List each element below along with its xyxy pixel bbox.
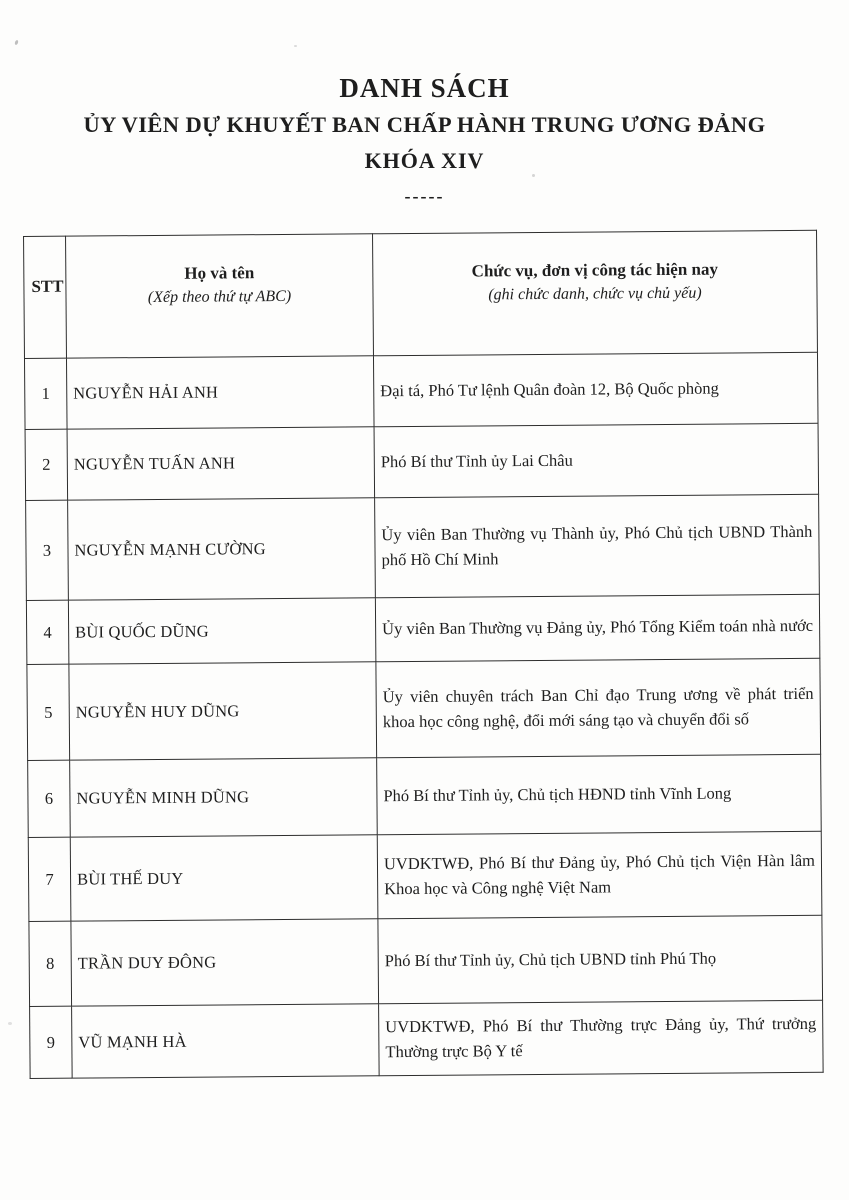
member-name: NGUYỄN HUY DŨNG [69, 662, 377, 760]
table-row [29, 915, 823, 1006]
member-name: TRẦN DUY ĐÔNG [71, 919, 379, 1006]
member-position: Ủy viên chuyên trách Ban Chỉ đạo Trung ương về phát triển khoa học công nghệ, đổi mới sáng tạo và chuyển đổi số [376, 658, 821, 757]
table-row [25, 423, 819, 500]
row-number: 2 [25, 429, 68, 500]
row-number: 7 [28, 837, 71, 921]
column-header-name-note: (Xếp theo thứ tự ABC) [147, 287, 292, 307]
member-name: NGUYỄN MINH DŨNG [70, 758, 378, 837]
column-header-position-label: Chức vụ, đơn vị công tác hiện nay [471, 259, 719, 281]
scan-speck [294, 45, 297, 47]
scan-speck [8, 1022, 12, 1025]
table-row [28, 831, 822, 921]
member-position: Phó Bí thư Tỉnh ủy, Chủ tịch UBND tỉnh Phú Thọ [378, 915, 823, 1003]
member-position: Phó Bí thư Tỉnh ủy, Chủ tịch HĐND tỉnh Vĩnh Long [377, 754, 822, 834]
row-number: 3 [26, 500, 69, 600]
table-row [26, 594, 819, 664]
row-number: 8 [29, 921, 72, 1006]
member-position: UVDKTWĐ, Phó Bí thư Đảng ủy, Phó Chủ tịch Viện Hàn lâm Khoa học và Công nghệ Việt Nam [377, 831, 822, 918]
row-number: 1 [24, 358, 67, 429]
member-position: Phó Bí thư Tỉnh ủy Lai Châu [374, 423, 819, 497]
member-position: Ủy viên Ban Thường vụ Thành ủy, Phó Chủ tịch UBND Thành phố Hồ Chí Minh [375, 494, 820, 597]
member-position: Đại tá, Phó Tư lệnh Quân đoàn 12, Bộ Quốc phòng [373, 352, 818, 426]
table-row [28, 754, 822, 837]
member-name: BÙI THẾ DUY [70, 835, 378, 921]
table-body [24, 352, 823, 1078]
member-position: Ủy viên Ban Thường vụ Đảng ủy, Phó Tổng Kiểm toán nhà nước [375, 594, 819, 661]
document-subtitle: ỦY VIÊN DỰ KHUYẾT BAN CHẤP HÀNH TRUNG ƯƠNG ĐẢNG [83, 112, 766, 137]
table-row [26, 494, 820, 600]
members-table [23, 230, 824, 1079]
member-name: BÙI QUỐC DŨNG [68, 598, 375, 664]
document-title: DANH SÁCH [339, 73, 510, 103]
row-number: 9 [30, 1006, 73, 1078]
member-name: NGUYỄN MẠNH CƯỜNG [68, 498, 376, 600]
document-header [0, 0, 849, 206]
column-header-stt: STT [24, 236, 67, 358]
table-row [30, 1000, 824, 1078]
column-header-name [66, 234, 374, 358]
member-name: NGUYỄN TUẤN ANH [67, 427, 375, 500]
table-row [27, 658, 821, 760]
member-name: NGUYỄN HẢI ANH [66, 356, 374, 429]
table-header-row [24, 230, 818, 358]
separator-dashes: ----- [404, 186, 445, 206]
table-row [24, 352, 818, 429]
member-position: UVDKTWĐ, Phó Bí thư Thường trực Đảng ủy, Thứ trưởng Thường trực Bộ Y tế [379, 1000, 824, 1075]
row-number: 5 [27, 664, 70, 760]
row-number: 4 [26, 600, 69, 664]
row-number: 6 [28, 760, 71, 837]
column-header-position [373, 230, 818, 355]
scan-speck [532, 174, 535, 177]
document-term: KHÓA XIV [364, 148, 485, 173]
member-name: VŨ MẠNH HÀ [72, 1004, 380, 1078]
column-header-name-label: Họ và tên [184, 263, 255, 283]
column-header-position-note: (ghi chức danh, chức vụ chủ yếu) [488, 284, 702, 304]
